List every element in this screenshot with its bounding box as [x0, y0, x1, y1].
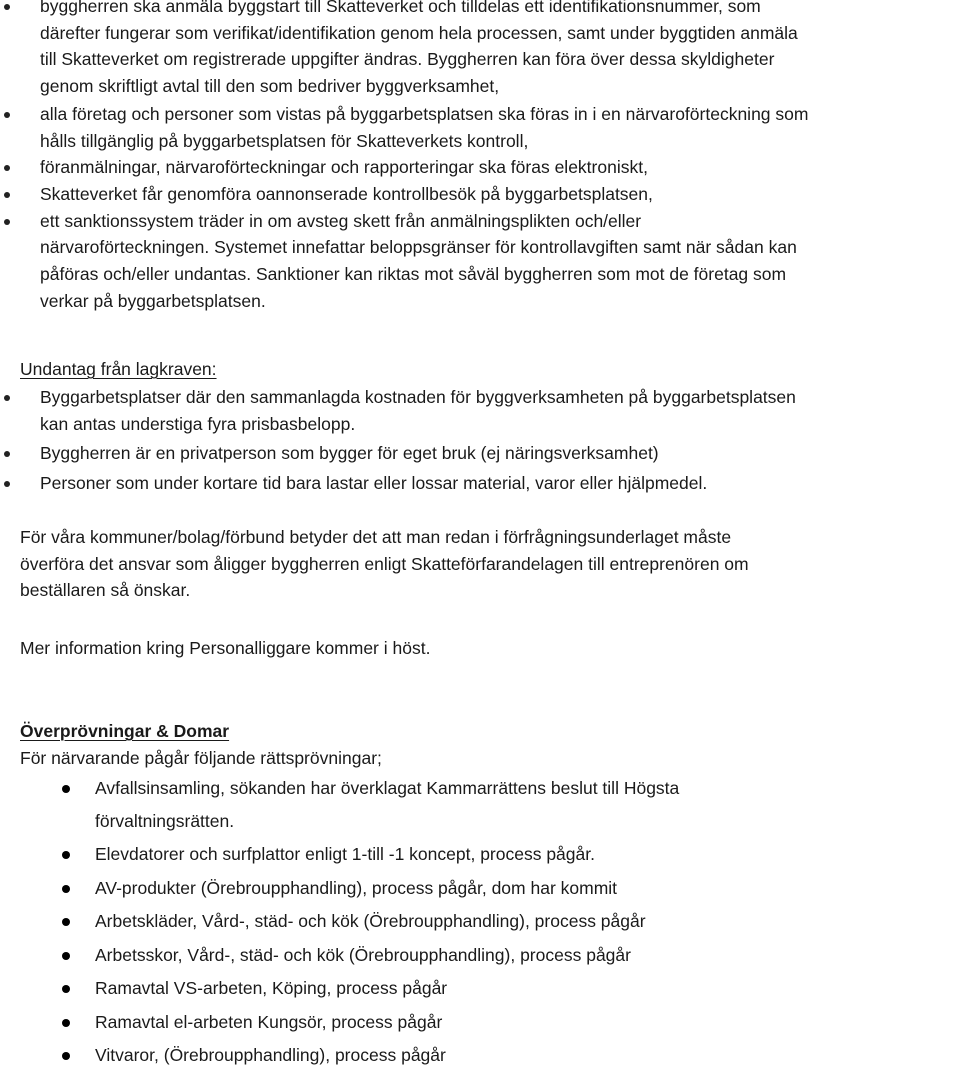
list-item — [0, 101, 808, 154]
list-item — [0, 384, 796, 440]
list-item-line: Ramavtal VS-arbeten, Köping, process pågår — [95, 978, 448, 999]
list-item-line: därefter fungerar som verifikat/identifikation genom hela processen, samt under byggtiden anmäla — [40, 22, 798, 43]
list-item-line: Byggherren är en privatperson som bygger för eget bruk (ej näringsverksamhet) — [40, 443, 659, 464]
bullet-icon — [4, 4, 10, 10]
list-item — [0, 154, 808, 181]
bullet-icon — [62, 1052, 70, 1060]
reviews-heading: Överprövningar & Domar — [20, 721, 230, 741]
bullet-icon — [62, 785, 70, 793]
list-item — [0, 908, 679, 942]
list-item-line: föranmälningar, närvaroförteckningar och rapporteringar ska föras elektroniskt, — [40, 157, 648, 178]
list-item-line: alla företag och personer som vistas på byggarbetsplatsen ska föras in i en närvaroförteckning som — [40, 103, 809, 124]
list-item — [0, 0, 808, 101]
list-item-line: Avfallsinsamling, sökanden har överklagat Kammarrättens beslut till Högsta — [95, 778, 680, 798]
list-item-line: påföras och/eller undantas. Sanktioner kan riktas mot såväl byggherren som mot de företag som — [40, 264, 787, 285]
bullet-icon — [62, 918, 70, 926]
list-item — [0, 942, 679, 976]
list-item — [0, 181, 808, 208]
bullet-icon — [62, 952, 70, 960]
paragraph-line: överföra det ansvar som åligger byggherren enligt Skatteförfarandelagen till entreprenören om — [20, 553, 749, 574]
list-item-line: förvaltningsrätten. — [95, 810, 235, 831]
list-item-line: Skatteverket får genomföra oannonserade kontrollbesök på byggarbetsplatsen, — [40, 183, 653, 204]
exceptions-list — [0, 384, 796, 500]
reviews-list — [0, 775, 679, 1076]
list-item-line: kan antas understiga fyra prisbasbelopp. — [40, 413, 356, 434]
list-item-line: till Skatteverket om registrerade uppgifter ändras. Byggherren kan föra över dessa skyldigheter — [40, 49, 775, 70]
list-item — [0, 1042, 679, 1076]
bullet-icon — [4, 395, 10, 401]
paragraph-line: beställaren så önskar. — [20, 580, 191, 601]
list-item-line: verkar på byggarbetsplatsen. — [40, 290, 266, 311]
bullet-icon — [4, 481, 10, 487]
bullet-icon — [4, 165, 10, 171]
list-item-line: Personer som under kortare tid bara lastar eller lossar material, varor eller hjälpmedel. — [40, 473, 708, 494]
list-item — [0, 440, 796, 470]
list-item-line: Arbetskläder, Vård-, städ- och kök (Örebroupphandling), process pågår — [95, 911, 646, 932]
reviews-intro: För närvarande pågår följande rättsprövningar; — [20, 748, 382, 768]
list-item-line: hålls tillgänglig på byggarbetsplatsen för Skatteverkets kontroll, — [40, 130, 529, 151]
list-item-line: AV-produkter (Örebroupphandling), process pågår, dom har kommit — [95, 877, 618, 898]
more-info-paragraph: Mer information kring Personalliggare kommer i höst. — [20, 638, 431, 658]
bullet-icon — [62, 851, 70, 859]
list-item-line: Elevdatorer och surfplattor enligt 1-till -1 koncept, process pågår. — [95, 844, 595, 865]
list-item — [0, 975, 679, 1009]
list-item-line: Ramavtal el-arbeten Kungsör, process pågår — [95, 1011, 443, 1032]
list-item-line: närvaroförteckningen. Systemet innefattar beloppsgränser för kontrollavgiften samt när sådan kan — [40, 237, 797, 258]
list-item — [0, 841, 679, 875]
list-item — [0, 470, 796, 500]
bullet-icon — [4, 112, 10, 118]
list-item — [0, 775, 679, 841]
list-item-line: Arbetsskor, Vård-, städ- och kök (Örebroupphandling), process pågår — [95, 944, 631, 965]
bullet-icon — [62, 1019, 70, 1027]
municipalities-paragraph — [20, 524, 749, 604]
list-item-line: Byggarbetsplatser där den sammanlagda kostnaden för byggverksamheten på byggarbetsplatsen — [40, 387, 796, 407]
list-item-line: Vitvaror, (Örebroupphandling), process pågår — [95, 1045, 446, 1066]
exceptions-heading: Undantag från lagkraven: — [20, 359, 217, 379]
bullet-icon — [62, 985, 70, 993]
requirements-list — [0, 0, 808, 314]
list-item-line: ett sanktionssystem träder in om avsteg skett från anmälningsplikten och/eller — [40, 210, 642, 231]
bullet-icon — [4, 219, 10, 225]
list-item — [0, 875, 679, 909]
bullet-icon — [4, 192, 10, 198]
list-item-line: byggherren ska anmäla byggstart till Skatteverket och tilldelas ett identifikationsnummer, som — [40, 0, 761, 16]
list-item — [0, 1009, 679, 1043]
list-item-line: genom skriftligt avtal till den som bedriver byggverksamhet, — [40, 76, 500, 97]
bullet-icon — [62, 885, 70, 893]
bullet-icon — [4, 451, 10, 457]
list-item — [0, 208, 808, 315]
paragraph-line: För våra kommuner/bolag/förbund betyder det att man redan i förfrågningsunderlaget måste — [20, 527, 732, 547]
